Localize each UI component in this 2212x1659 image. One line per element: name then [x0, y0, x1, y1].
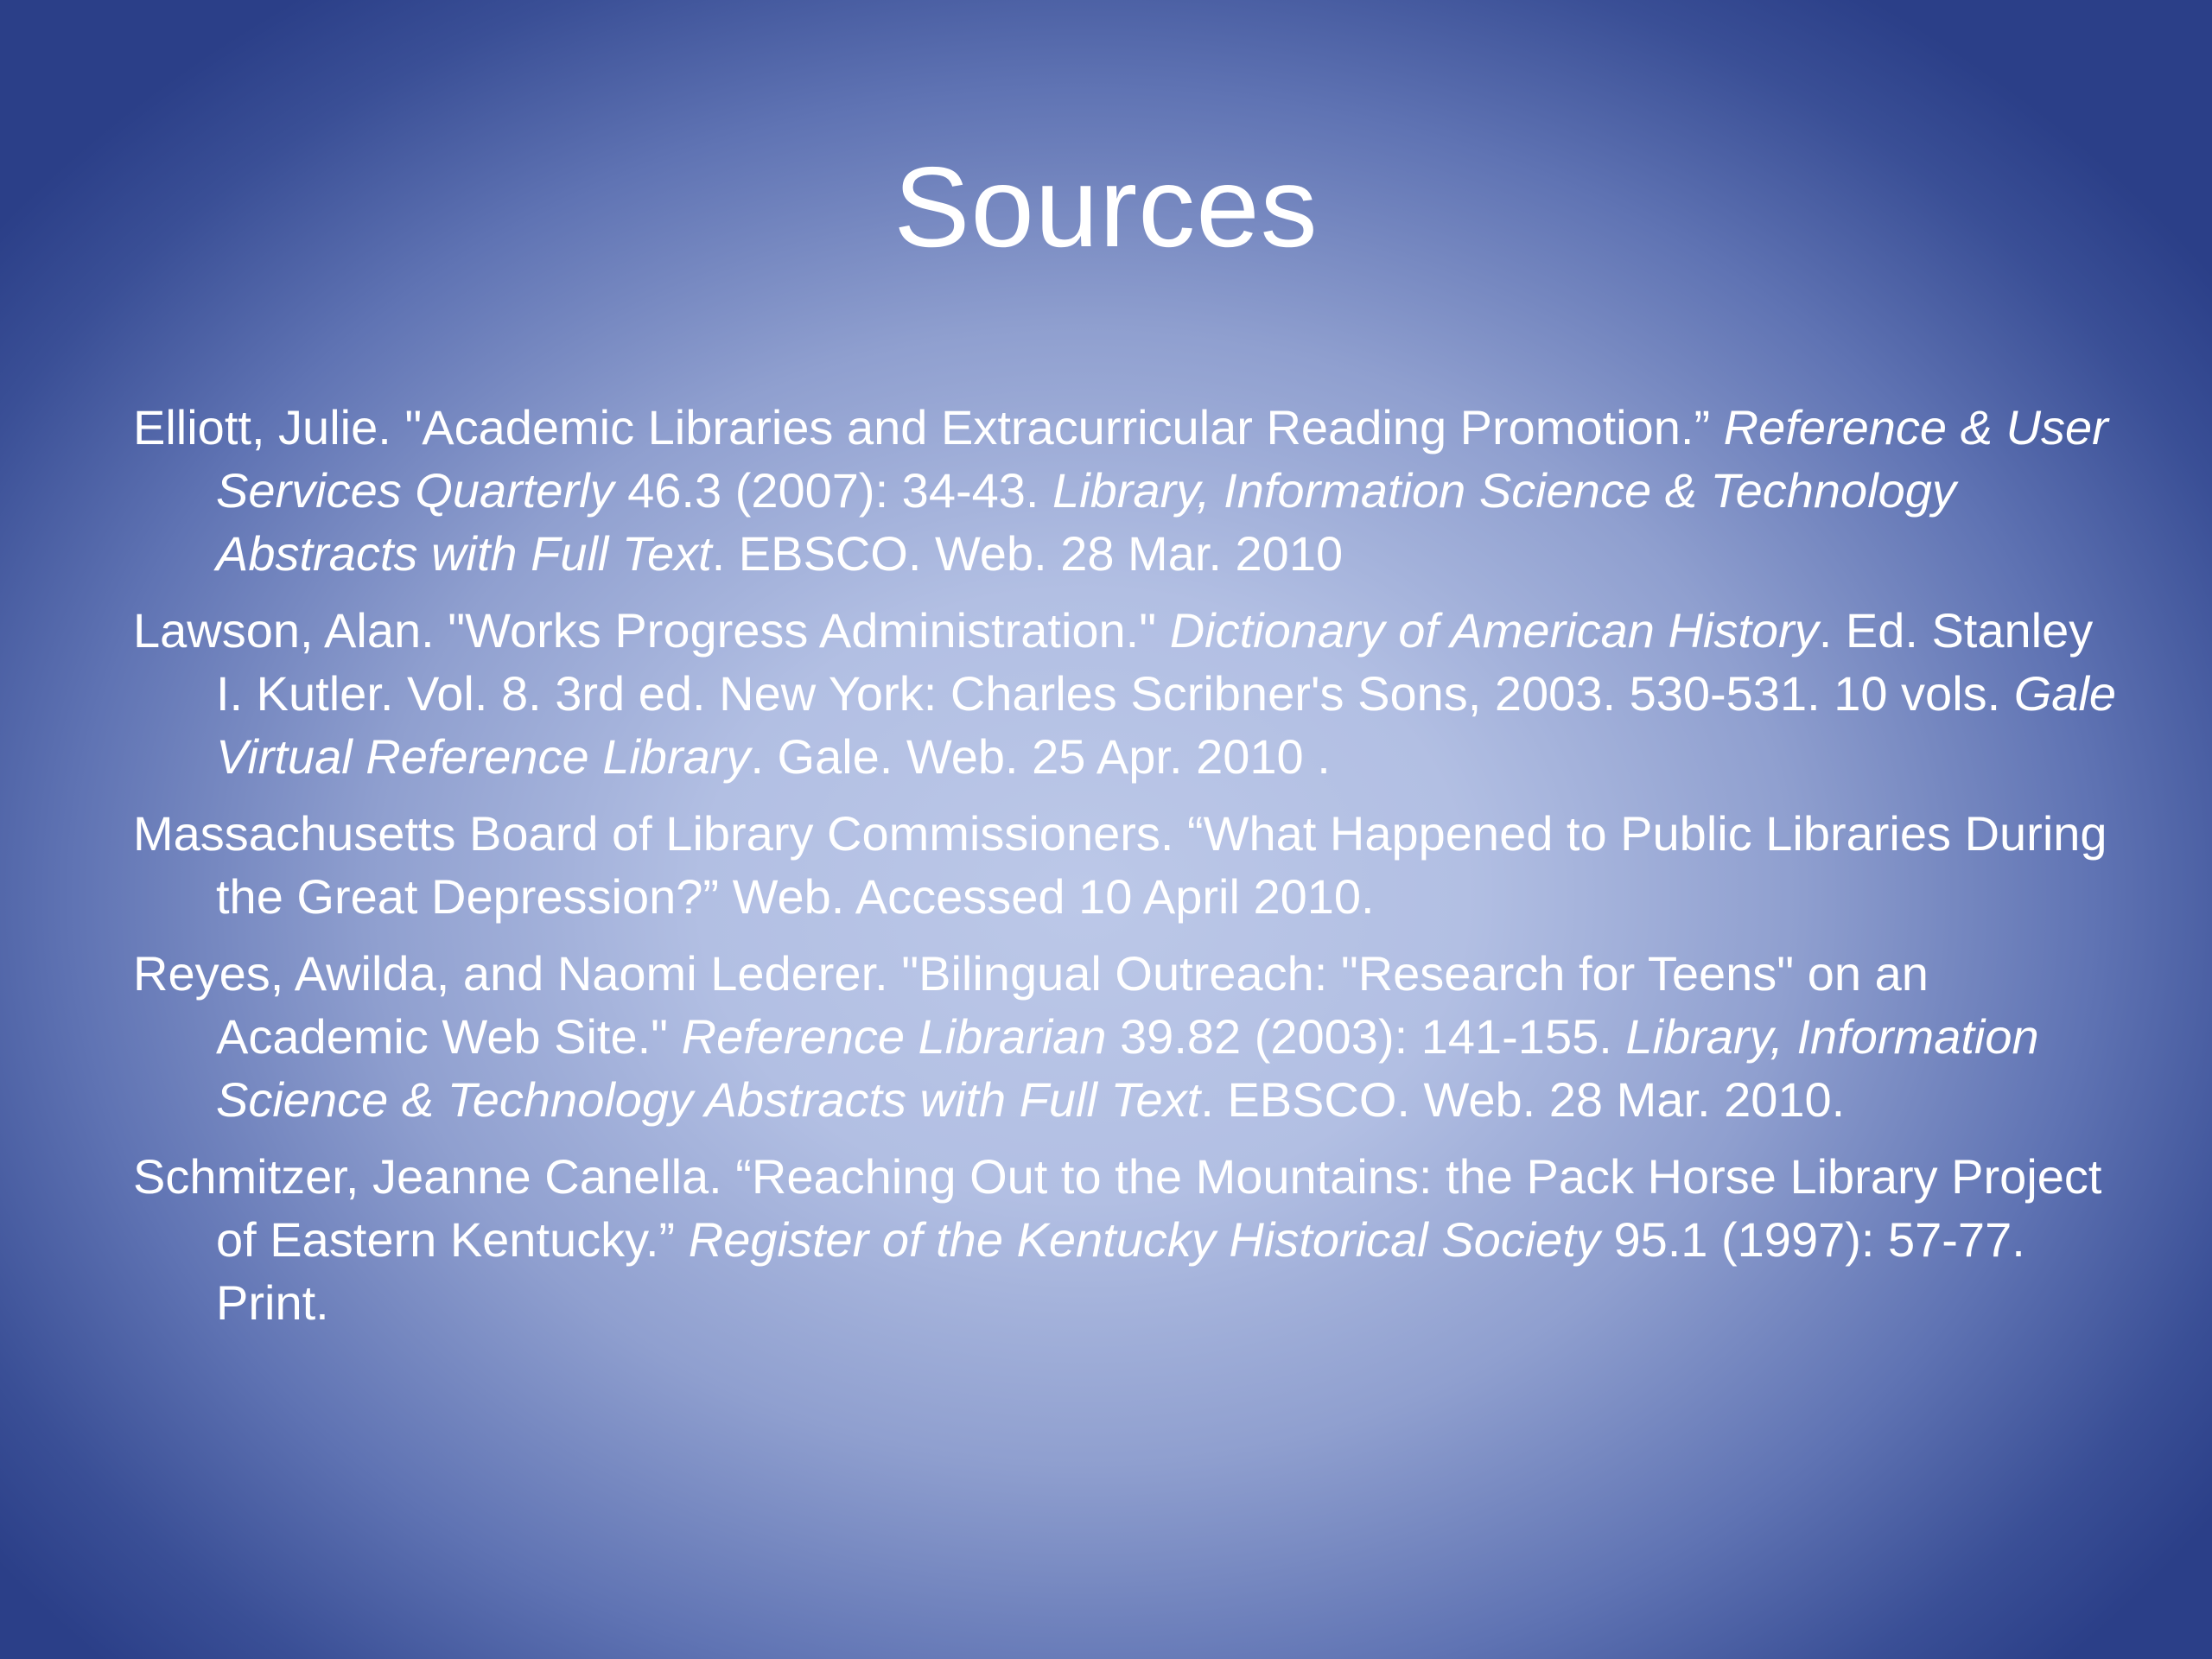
source-entry — [133, 1145, 2120, 1334]
source-entry — [133, 802, 2120, 928]
citation-text: . EBSCO. Web. 28 Mar. 2010. — [1200, 1072, 1846, 1127]
citation-title-italic: Reference & User Services Quarterly — [216, 400, 2108, 518]
citation-database-italic: Gale Virtual Reference Library — [216, 666, 2117, 784]
citation-title-italic: Dictionary of American History — [1169, 603, 1819, 658]
citation-text: 46.3 (2007): 34-43. — [613, 463, 1053, 518]
citation-text: Elliott, Julie. "Academic Libraries and Extracurricular Reading Promotion.” — [133, 400, 1724, 454]
citation-database-italic: Library, Information Science & Technology Abstracts with Full Text — [216, 463, 1956, 581]
citation-text: Schmitzer, Jeanne Canella. “Reaching Out to the Mountains: the Pack Horse Library Project of Eastern Kentucky.” — [133, 1149, 2102, 1267]
citation-text: Lawson, Alan. "Works Progress Administration." — [133, 603, 1170, 658]
citation-text: Reyes, Awilda, and Naomi Lederer. "Bilingual Outreach: "Research for Teens" on an Academic Web Site." — [133, 946, 1929, 1064]
citation-text: . Gale. Web. 25 Apr. 2010 . — [750, 729, 1331, 784]
citation-title-italic: Reference Librarian — [681, 1009, 1107, 1064]
sources-list — [133, 396, 2120, 1348]
slide-title: Sources — [893, 143, 1319, 270]
citation-title-italic: Register of the Kentucky Historical Society — [688, 1212, 1600, 1267]
source-entry — [133, 942, 2120, 1131]
citation-text: Massachusetts Board of Library Commissioners. “What Happened to Public Libraries During the Great Depression?” Web. Accessed 10 April 2010. — [133, 806, 2107, 924]
citation-text: . EBSCO. Web. 28 Mar. 2010 — [711, 526, 1344, 581]
citation-text: 95.1 (1997): 57-77. Print. — [216, 1212, 2025, 1330]
source-entry — [133, 396, 2120, 585]
citation-database-italic: Library, Information Science & Technology Abstracts with Full Text — [216, 1009, 2039, 1127]
citation-text: 39.82 (2003): 141-155. — [1106, 1009, 1626, 1064]
citation-text: . Ed. Stanley I. Kutler. Vol. 8. 3rd ed. New York: Charles Scribner's Sons, 2003. 530-531. 10 vols. — [216, 603, 2094, 721]
source-entry — [133, 599, 2120, 788]
